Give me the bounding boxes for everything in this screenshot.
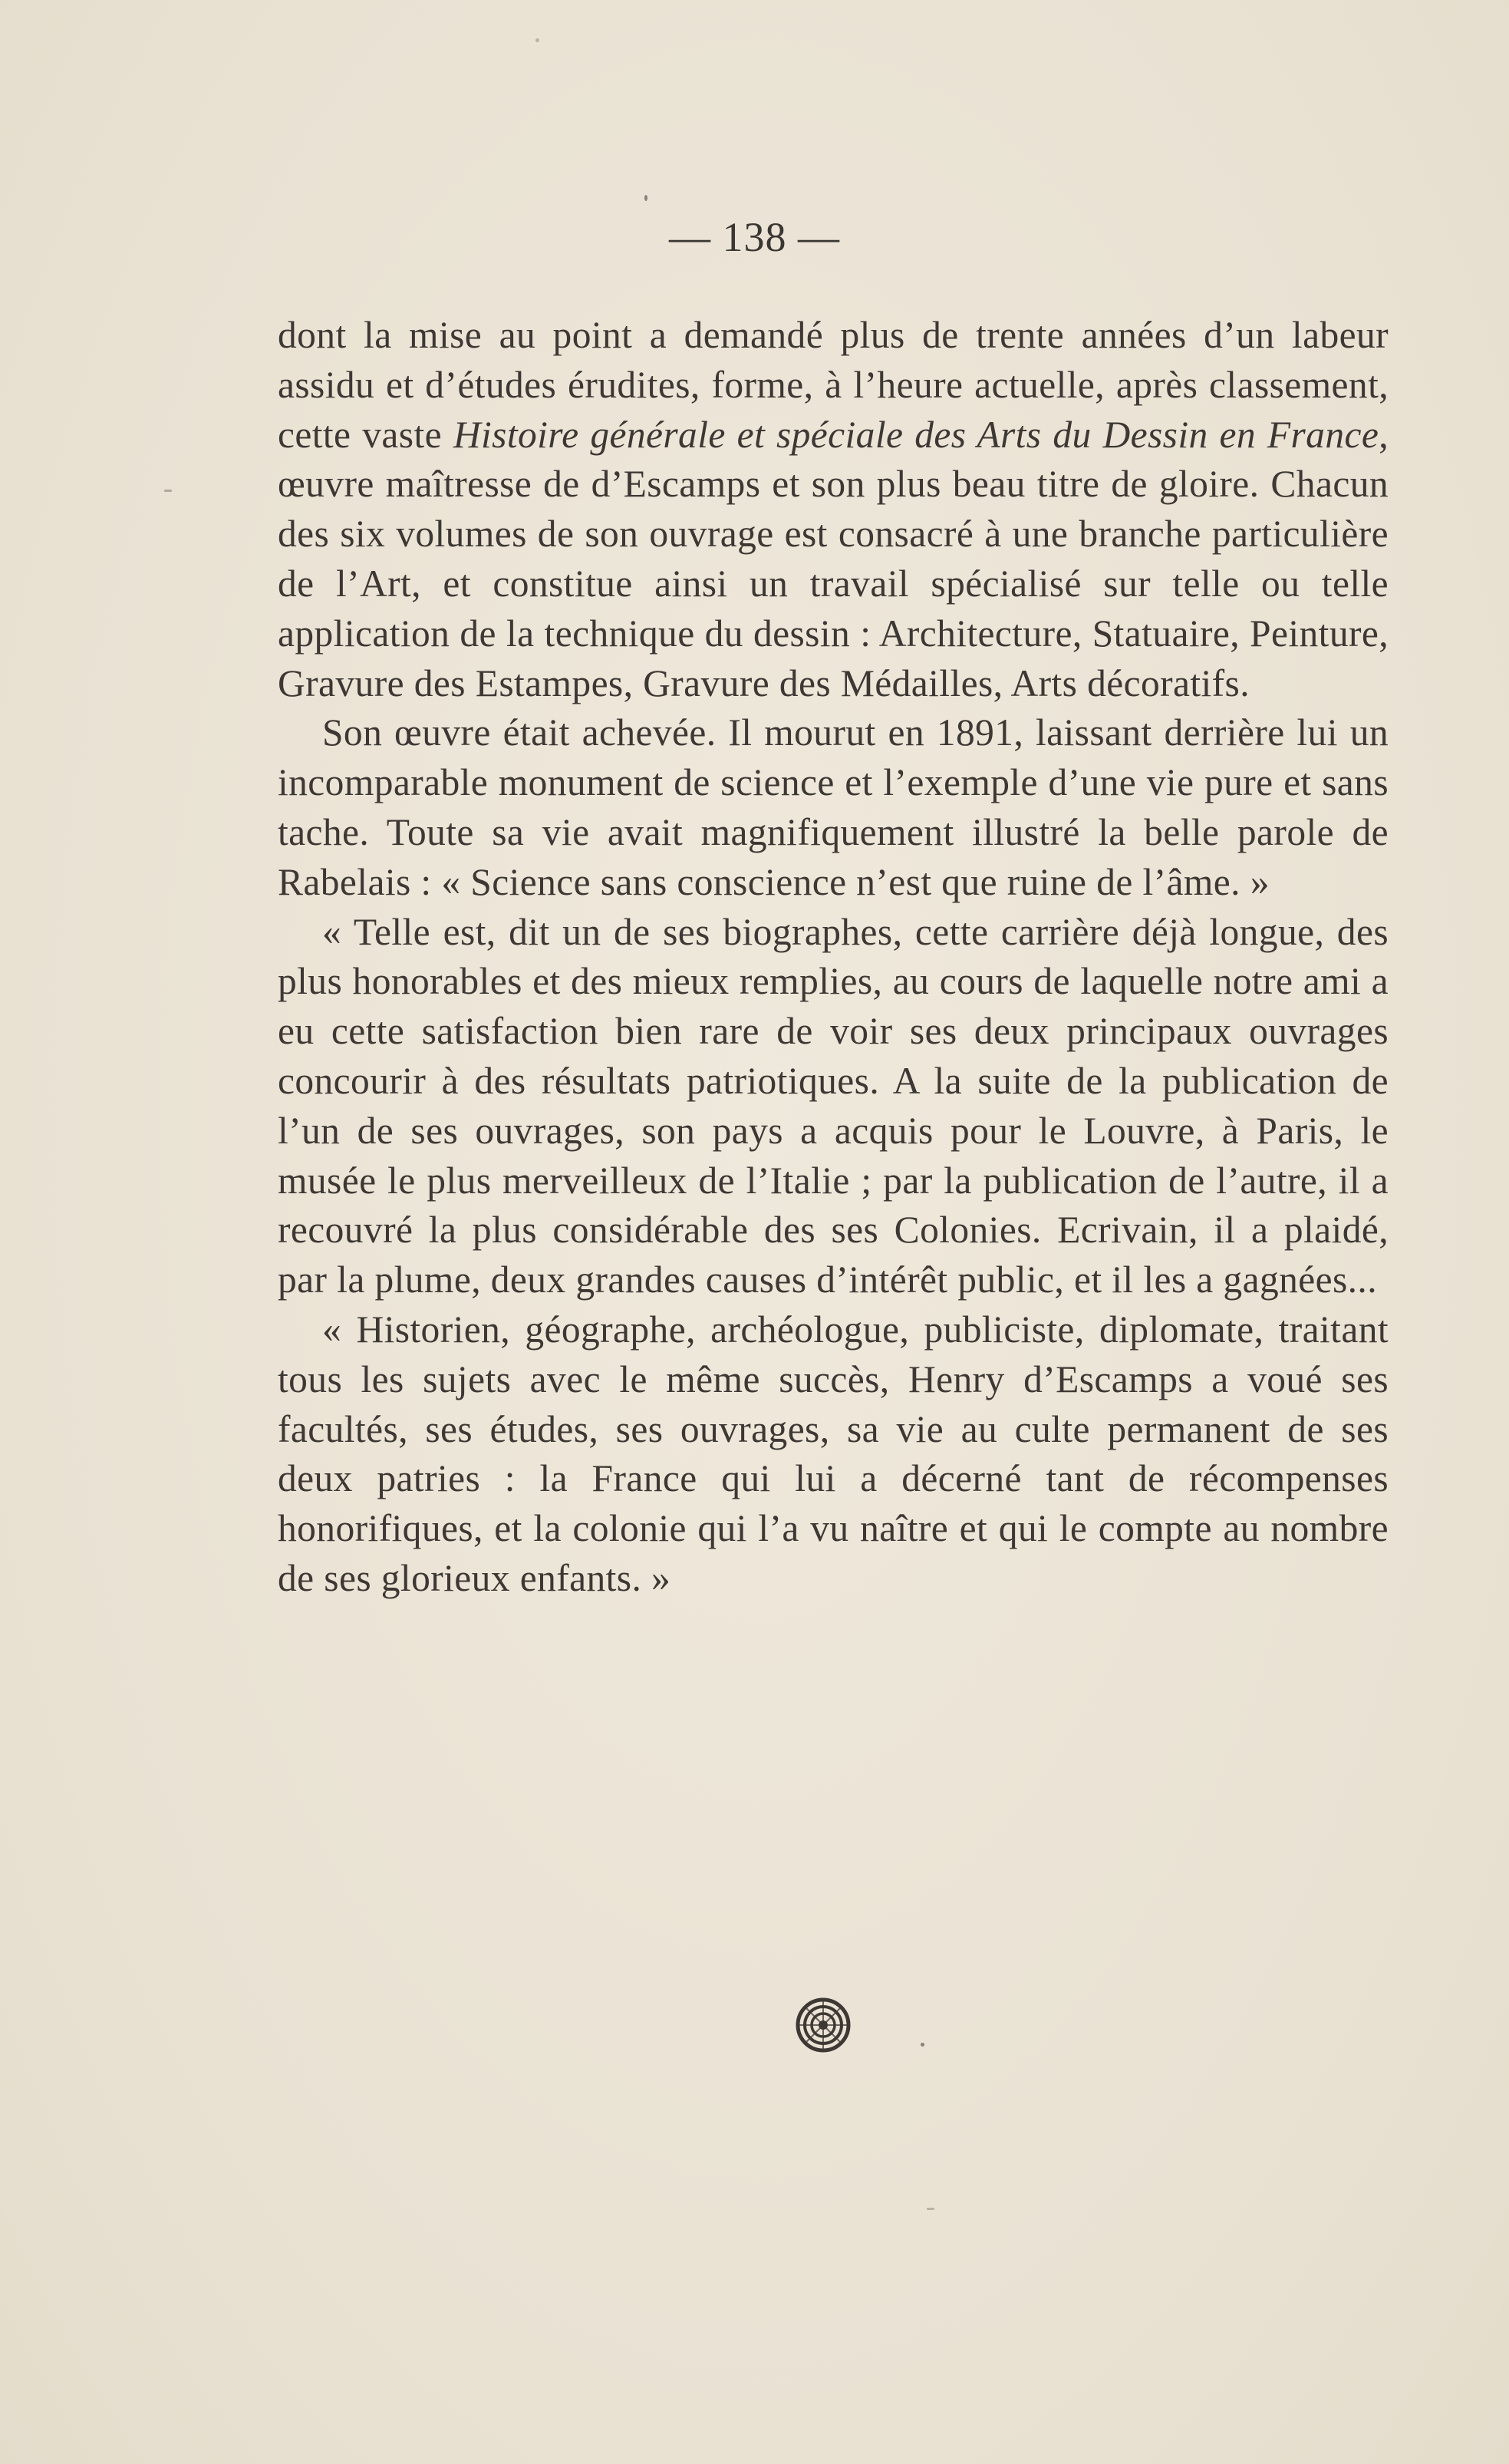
paper-speck	[164, 490, 172, 492]
body-text	[278, 311, 1389, 1604]
paragraph-1-start: dont la mise au point a demandé plus de trente années d’un labeur assidu et d’études érudites, forme, à l’heure actuelle, après classement, cette vaste	[278, 314, 1389, 456]
paper-speck	[535, 38, 539, 42]
paper-speck	[644, 195, 647, 201]
book-title: Histoire générale et spéciale des Arts du Dessin en France	[453, 413, 1379, 456]
paragraph-1-end: , œuvre maîtresse de d’Escamps et son plus beau titre de gloire. Chacun des six volumes de son ouvrage est consacré à une branche particulière de l’Art, et constitue ainsi un travail spécialisé sur telle ou telle application de la technique du dessin : Architecture, Statuaire, Peinture, Gravure des Estampes, Gravure des Médailles, Arts décoratifs.	[278, 413, 1389, 704]
paper-speck	[927, 2208, 934, 2210]
paragraph-3: « Telle est, dit un de ses biographes, cette carrière déjà longue, des plus honorables et des mieux remplies, au cours de laquelle notre ami a eu cette satisfaction bien rare de voir ses deux principaux ouvrages concourir à des résultats patriotiques. A la suite de la publication de l’un de ses ouvrages, son pays a acquis pour le Louvre, à Paris, le musée le plus merveilleux de l’Italie ; par la publication de l’autre, il a recouvré la plus considérable des ses Colonies. Ecrivain, il a plaidé, par la plume, deux grandes causes d’intérêt public, et il les a gagnées...	[278, 910, 1389, 1301]
paper-speck	[921, 2043, 924, 2047]
page-number: — 138 —	[669, 214, 840, 260]
paragraph-1	[278, 311, 1389, 708]
paragraph-2: Son œuvre était achevée. Il mourut en 1891, laissant derrière lui un incomparable monument de science et l’exemple d’une vie pure et sans tache. Toute sa vie avait magnifiquement illustré la belle parole de Rabelais : « Science sans conscience n’est que ruine de l’âme. »	[278, 711, 1389, 903]
rosette-ornament-icon	[795, 1997, 852, 2053]
paragraph-4: « Historien, géographe, archéologue, publiciste, diplomate, traitant tous les sujets avec le même succès, Henry d’Escamps a voué ses facultés, ses études, ses ouvrages, sa vie au culte permanent de ses deux patries : la France qui lui a décerné tant de récompenses honorifiques, et la colonie qui l’a vu naître et qui le compte au nombre de ses glorieux enfants. »	[278, 1308, 1389, 1599]
